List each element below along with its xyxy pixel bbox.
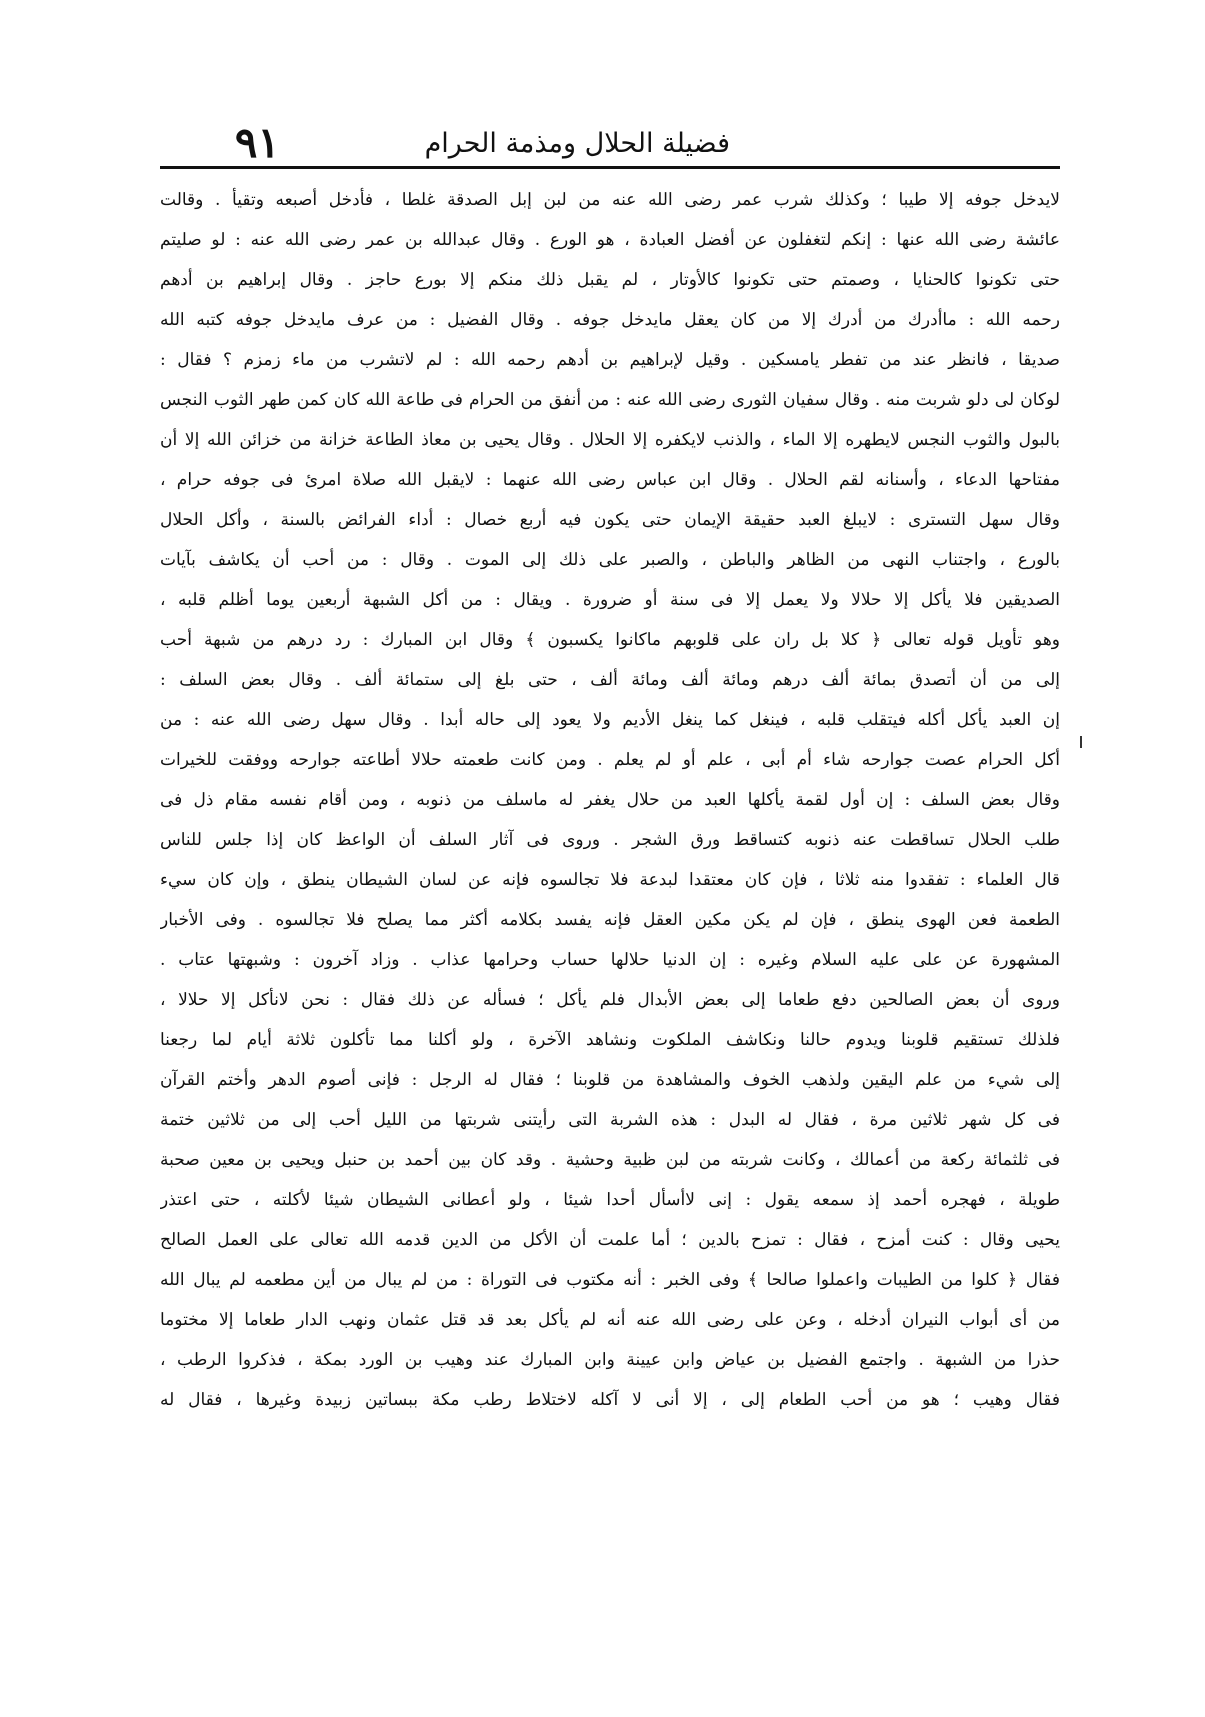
text-line: يحيى وقال : كنت أمزح ، فقال : تمزح بالدين ؛ أما علمت أن الأكل من الدين قدمه الله تعالى على العمل الصالح <box>160 1230 1060 1250</box>
text-line: إلى من أن أتصدق بمائة ألف درهم ومائة ألف ومائة ألف ، حتى بلغ إلى ستمائة ألف . وقال بعض السلف : <box>160 670 1060 690</box>
page-number: ٩١ <box>234 118 280 167</box>
text-line: فى كل شهر ثلاثين مرة ، فقال له البدل : هذه الشربة التى رأيتنى شربتها من الليل أحب إلى من ثلاثين ختمة <box>160 1110 1060 1130</box>
page-header <box>160 118 1060 168</box>
text-line: صديقا ، فانظر عند من تفطر يامسكين . وقيل لإبراهيم بن أدهم رحمه الله : لم لاتشرب من ماء زمزم ؟ فقال : <box>160 350 1060 370</box>
text-line: فقال وهيب ؛ هو من أحب الطعام إلى ، إلا أنى لا آكله لاختلاط رطب مكة ببساتين زبيدة وغيرها ، فقال له <box>160 1390 1060 1410</box>
text-line: من أى أبواب النيران أدخله ، وعن على رضى الله عنه أنه لم يأكل بعد قد قتل عثمان ونهب الدار طعاما إلا مختوما <box>160 1310 1060 1330</box>
text-line: طلب الحلال تساقطت عنه ذنوبه كتساقط ورق الشجر . وروى فى آثار السلف أن الواعظ كان إذا جلس للناس <box>160 830 1060 850</box>
text-line: فى ثلثمائة ركعة من أعمالك ، وكانت شربته من لبن ظبية وحشية . وقد كان بين أحمد بن حنبل ويحيى بن معين صحبة <box>160 1150 1060 1170</box>
text-line: لايدخل جوفه إلا طيبا ؛ وكذلك شرب عمر رضى الله عنه من لبن إبل الصدقة غلطا ، فأدخل أصبعه وتقيأ . وقالت <box>160 190 1060 210</box>
text-line: إن العبد يأكل أكله فيتقلب قلبه ، فينغل كما ينغل الأديم ولا يعود إلى حاله أبدا . وقال سهل رضى الله عنه : من <box>160 710 1060 730</box>
text-line: المشهورة عن على عليه السلام وغيره : إن الدنيا حلالها حساب وحرامها عذاب . وزاد آخرون : وشبهتها عتاب . <box>160 950 1060 970</box>
text-line: بالورع ، واجتناب النهى من الظاهر والباطن ، والصبر على ذلك إلى الموت . وقال : من أحب أن يكاشف بآيات <box>160 550 1060 570</box>
header-rule <box>160 166 1060 169</box>
body-text <box>160 180 1060 1420</box>
text-line: حتى تكونوا كالحنايا ، وصمتم حتى تكونوا كالأوتار ، لم يقبل ذلك منكم إلا بورع حاجز . وقال إبراهيم بن أدهم <box>160 270 1060 290</box>
text-line: وهو تأويل قوله تعالى ﴿ كلا بل ران على قلوبهم ماكانوا يكسبون ﴾ وقال ابن المبارك : رد درهم من شبهة أحب <box>160 630 1060 650</box>
text-line: فلذلك تستقيم قلوبنا ويدوم حالنا ونكاشف الملكوت ونشاهد الآخرة ، ولو أكلنا مما تأكلون ثلاثة أيام لما رجعنا <box>160 1030 1060 1050</box>
margin-mark <box>1080 736 1082 748</box>
text-line: عائشة رضى الله عنها : إنكم لتغفلون عن أفضل العبادة ، هو الورع . وقال عبدالله بن عمر رضى الله عنه : لو صليتم <box>160 230 1060 250</box>
running-title: فضيلة الحلال ومذمة الحرام <box>424 128 730 159</box>
text-line: الصديقين فلا يأكل إلا حلالا ولا يعمل إلا فى سنة أو ضرورة . ويقال : من أكل الشبهة أربعين يوما أظلم قلبه ، <box>160 590 1060 610</box>
text-line: حذرا من الشبهة . واجتمع الفضيل بن عياض وابن عيينة وابن المبارك عند وهيب بن الورد بمكة ، فذكروا الرطب ، <box>160 1350 1060 1370</box>
text-line: إلى شيء من علم اليقين ولذهب الخوف والمشاهدة من قلوبنا ؛ فقال له الرجل : فإنى أصوم الدهر وأختم القرآن <box>160 1070 1060 1090</box>
text-line: مفتاحها الدعاء ، وأسنانه لقم الحلال . وقال ابن عباس رضى الله عنهما : لايقبل الله صلاة امرئ فى جوفه حرام ، <box>160 470 1060 490</box>
text-line: وروى أن بعض الصالحين دفع طعاما إلى بعض الأبدال فلم يأكل ؛ فسأله عن ذلك فقال : نحن لانأكل إلا حلالا ، <box>160 990 1060 1010</box>
text-line: طويلة ، فهجره أحمد إذ سمعه يقول : إنى لاأسأل أحدا شيئا ، ولو أعطانى الشيطان شيئا لأكلته ، حتى اعتذر <box>160 1190 1060 1210</box>
text-line: فقال ﴿ كلوا من الطيبات واعملوا صالحا ﴾ وفى الخبر : أنه مكتوب فى التوراة : من لم يبال من أين مطعمه لم يبال الله <box>160 1270 1060 1290</box>
text-line: أكل الحرام عصت جوارحه شاء أم أبى ، علم أو لم يعلم . ومن كانت طعمته حلالا أطاعته جوارحه ووفقت للخيرات <box>160 750 1060 770</box>
text-line: بالبول والثوب النجس لايطهره إلا الماء ، والذنب لايكفره إلا الحلال . وقال يحيى بن معاذ الطاعة خزانة من خزائن الله إلا أن <box>160 430 1060 450</box>
text-line: الطعمة فعن الهوى ينطق ، فإن لم يكن مكين العقل فإنه يفسد بكلامه أكثر مما يصلح فلا تجالسوه . وفى الأخبار <box>160 910 1060 930</box>
text-line: قال العلماء : تفقدوا منه ثلاثا ، فإن كان معتقدا لبدعة فلا تجالسوه فإنه عن لسان الشيطان ينطق ، وإن كان سيء <box>160 870 1060 890</box>
text-line: وقال بعض السلف : إن أول لقمة يأكلها العبد من حلال يغفر له ماسلف من ذنوبه ، ومن أقام نفسه مقام ذل فى <box>160 790 1060 810</box>
text-line: لوكان لى دلو شربت منه . وقال سفيان الثورى رضى الله عنه : من أنفق من الحرام فى طاعة الله كان كمن طهر الثوب النجس <box>160 390 1060 410</box>
text-line: وقال سهل التسترى : لايبلغ العبد حقيقة الإيمان حتى يكون فيه أربع خصال : أداء الفرائض بالسنة ، وأكل الحلال <box>160 510 1060 530</box>
text-line: رحمه الله : ماأدرك من أدرك إلا من كان يعقل مايدخل جوفه . وقال الفضيل : من عرف مايدخل جوفه كتبه الله <box>160 310 1060 330</box>
